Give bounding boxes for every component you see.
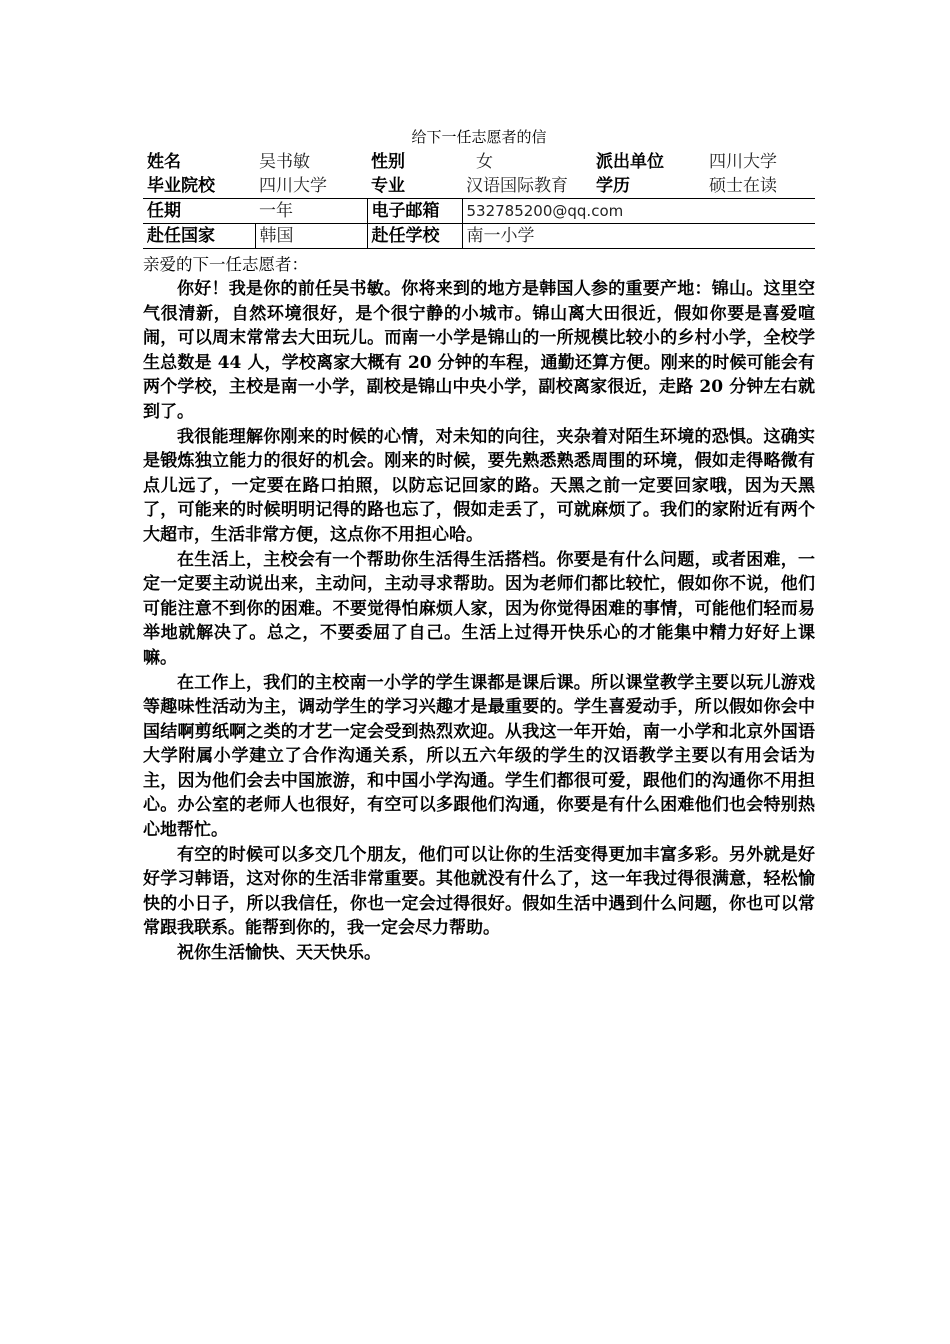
- letter-paragraph: 有空的时候可以多交几个朋友，他们可以让你的生活变得更加丰富多彩。另外就是好好学习韩语，这对你的生活非常重要。其他就没有什么了，这一年我过得很满意，轻松愉快的小日子，所以我信任，你也一定会过得很好。假如生活中遇到什么问题，你也可以常常跟我联系。能帮到你的，我一定会尽力帮助。: [143, 844, 815, 939]
- name-label: 姓名: [147, 152, 181, 172]
- graduate-school-value: 四川大学: [259, 176, 327, 196]
- name-value: 吴书敏: [259, 152, 310, 172]
- document-title: 给下一任志愿者的信: [411, 128, 547, 146]
- email-label: 电子邮箱: [367, 199, 462, 224]
- country-value: 韩国: [255, 224, 367, 249]
- letter-paragraph: 在生活上，主校会有一个帮助你生活得生活搭档。你要是有什么问题，或者困难，一定一定要主动说出来，主动问，主动寻求帮助。因为老师们都比较忙，假如你不说，他们可能注意不到你的困难。不要觉得怕麻烦人家，因为你觉得困难的事情，可能他们轻而易举地就解决了。总之，不要委屈了自己。生活上过得开快乐心的才能集中精力好好上课嘛。: [143, 549, 815, 668]
- gender-value: 女: [476, 152, 493, 172]
- letter-paragraph: 我很能理解你刚来的时候的心情，对未知的向往，夹杂着对陌生环境的恐惧。这确实是锻炼独立能力的很好的机会。刚来的时候，要先熟悉熟悉周围的环境，假如走得略微有点儿远了，一定要在路口拍照，以防忘记回家的路。天黑之前一定要回家哦，因为天黑了，可能来的时候明明记得的路也忘了，假如走丢了，可就麻烦了。我们的家附近有两个大超市，生活非常方便，这点你不用担心哈。: [143, 426, 815, 545]
- term-label: 任期: [143, 199, 255, 224]
- letter-paragraph: 你好！我是你的前任吴书敏。你将来到的地方是韩国人参的重要产地：锦山。这里空气很清新，自然环境很好，是个很宁静的小城市。锦山离大田很近，假如你要是喜爱喧闹，可以周末常常去大田玩儿。而南一小学是锦山的一所规模比较小的乡村小学，全校学生总数是 44 人，学校离家大概有 20 分钟的车程，通勤还算方便。刚来的时候可能会有两个学校，主校是南一小学，副校是锦山中央小学，副校离家很近，走路 20 分钟左右就到了。: [143, 279, 815, 422]
- info-row-term: [143, 199, 815, 224]
- volunteer-info-table: [143, 150, 815, 249]
- major-value: 汉语国际教育: [466, 176, 568, 196]
- email-value: 532785200@qq.com: [462, 199, 815, 224]
- info-row-name: [143, 150, 815, 174]
- post-school-label: 赴任学校: [367, 224, 462, 249]
- letter-salutation: 亲爱的下一任志愿者：: [143, 255, 308, 274]
- letter-page: [143, 124, 815, 966]
- letter-closing: 祝你生活愉快、天天快乐。: [177, 943, 381, 964]
- post-school-value: 南一小学: [462, 224, 815, 249]
- dispatch-unit-value: 四川大学: [709, 152, 777, 172]
- country-label: 赴任国家: [143, 224, 255, 249]
- dispatch-unit-label: 派出单位: [596, 152, 664, 172]
- letter-paragraph: 在工作上，我们的主校南一小学的学生课都是课后课。所以课堂教学主要以玩儿游戏等趣味性活动为主，调动学生的学习兴趣才是最重要的。学生喜爱动手，所以假如你会中国结啊剪纸啊之类的才艺一定会受到热烈欢迎。从我这一年开始，南一小学和北京外国语大学附属小学建立了合作沟通关系，所以五六年级的学生的汉语教学主要以有用会话为主，因为他们会去中国旅游，和中国小学沟通。学生们都很可爱，跟他们的沟通你不用担心。办公室的老师人也很好，有空可以多跟他们沟通，你要是有什么困难他们也会特别热心地帮忙。: [143, 672, 815, 841]
- graduate-school-label: 毕业院校: [147, 176, 215, 196]
- term-value: 一年: [255, 199, 367, 224]
- gender-label: 性别: [371, 152, 405, 172]
- degree-value: 硕士在读: [709, 176, 777, 196]
- degree-label: 学历: [596, 176, 630, 196]
- info-row-post: [143, 224, 815, 249]
- info-row-school: [143, 174, 815, 199]
- major-label: 专业: [371, 176, 405, 196]
- letter-body: [143, 277, 815, 966]
